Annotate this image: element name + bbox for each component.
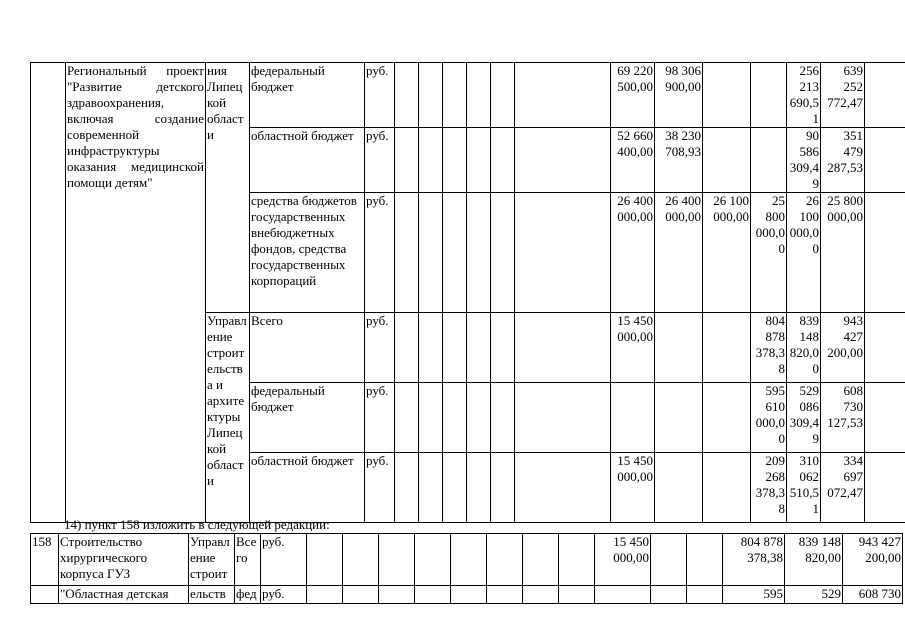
value-cell: 38 230 708,93	[655, 128, 703, 193]
value-cell: 608 730	[843, 586, 903, 604]
row-number-cell	[31, 63, 66, 523]
item-name-cell: "Областная детская	[59, 586, 189, 604]
value-cell: 529	[785, 586, 843, 604]
funding-source-cell: средства бюджетов государственных внебюджетных фондов, средства государственных корпораций	[250, 193, 365, 313]
value-cell	[655, 313, 703, 383]
value-cell: 839 148 820,00	[785, 534, 843, 586]
value-cell: 26 100 000,00	[703, 193, 751, 313]
value-cell	[703, 383, 751, 453]
value-cell: 52 660 400,00	[611, 128, 655, 193]
budget-table-continued	[30, 62, 905, 523]
value-cell: 595 610 000,00	[751, 383, 787, 453]
value-cell: 639 252 772,47	[821, 63, 865, 128]
item-158-table	[30, 533, 903, 604]
value-cell	[751, 128, 787, 193]
executor-cell: ельств	[189, 586, 235, 604]
funding-source-cell: областной бюджет	[250, 453, 365, 523]
executor-cell: Управление строительства и архитектуры Липецкой области	[206, 313, 250, 523]
value-cell	[703, 128, 751, 193]
value-cell	[655, 383, 703, 453]
value-cell	[703, 453, 751, 523]
funding-source-cell: федеральный бюджет	[250, 383, 365, 453]
value-cell: 804 878 378,38	[751, 313, 787, 383]
value-cell: 804 878 378,38	[723, 534, 785, 586]
item-name-cell: Строительство хирургического корпуса ГУЗ	[59, 534, 189, 586]
value-cell	[611, 383, 655, 453]
value-cell: 15 450 000,00	[611, 453, 655, 523]
unit-cell: руб.	[365, 453, 395, 523]
value-cell: 529 086 309,49	[787, 383, 821, 453]
value-cell	[595, 586, 651, 604]
value-cell	[751, 63, 787, 128]
table-row	[31, 63, 905, 128]
value-cell: 256 213 690,51	[787, 63, 821, 128]
value-cell: 26 400 000,00	[611, 193, 655, 313]
value-cell: 25 800 000,00	[821, 193, 865, 313]
unit-cell: руб.	[365, 383, 395, 453]
value-cell: 943 427 200,00	[821, 313, 865, 383]
value-cell: 351 479 287,53	[821, 128, 865, 193]
value-cell: 15 450 000,00	[611, 313, 655, 383]
funding-source-cell: фед	[235, 586, 261, 604]
unit-cell: руб.	[365, 193, 395, 313]
value-cell: 595	[723, 586, 785, 604]
item-number-cell: 158	[31, 534, 59, 586]
executor-cell: Управление строит	[189, 534, 235, 586]
value-cell	[655, 453, 703, 523]
item-number-cell	[31, 586, 59, 604]
value-cell: 209 268 378,38	[751, 453, 787, 523]
table-row	[31, 534, 903, 586]
funding-source-cell: областной бюджет	[250, 128, 365, 193]
unit-cell: руб.	[261, 534, 307, 586]
project-name-cell: Региональный проект "Развитие детского здравоохранения, включая создание современной инфраструктуры оказания медицинской помощи детям"	[66, 63, 206, 523]
value-cell: 26 100 000,00	[787, 193, 821, 313]
value-cell: 608 730 127,53	[821, 383, 865, 453]
value-cell: 69 220 500,00	[611, 63, 655, 128]
value-cell: 15 450 000,00	[595, 534, 651, 586]
amendment-note: 14) пункт 158 изложить в следующей редакции:	[64, 517, 330, 532]
value-cell: 26 400 000,00	[655, 193, 703, 313]
unit-cell: руб.	[365, 128, 395, 193]
value-cell: 839 148 820,00	[787, 313, 821, 383]
funding-source-cell: Всего	[250, 313, 365, 383]
value-cell: 98 306 900,00	[655, 63, 703, 128]
value-cell	[703, 313, 751, 383]
funding-source-cell: федеральный бюджет	[250, 63, 365, 128]
unit-cell: руб.	[261, 586, 307, 604]
executor-cell: ния Липецкой области	[206, 63, 250, 313]
table-row	[31, 586, 903, 604]
value-cell: 943 427 200,00	[843, 534, 903, 586]
unit-cell: руб.	[365, 313, 395, 383]
value-cell: 90 586 309,49	[787, 128, 821, 193]
funding-source-cell: Всего	[235, 534, 261, 586]
value-cell: 334 697 072,47	[821, 453, 865, 523]
value-cell: 310 062 510,51	[787, 453, 821, 523]
value-cell	[703, 63, 751, 128]
value-cell: 25 800 000,00	[751, 193, 787, 313]
unit-cell: руб.	[365, 63, 395, 128]
